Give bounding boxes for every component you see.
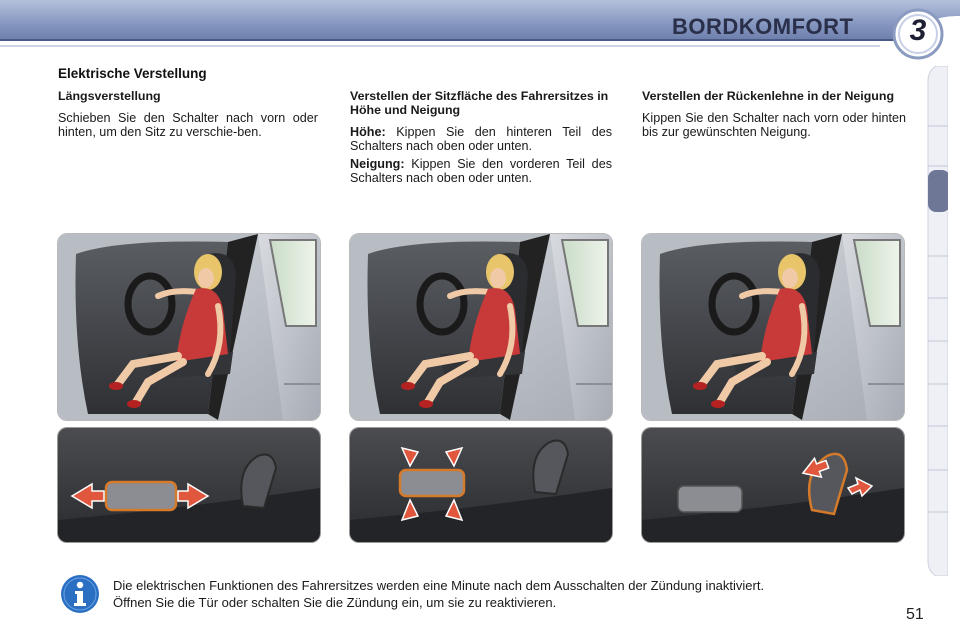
info-icon <box>60 574 100 614</box>
neigung-paragraph <box>350 157 612 185</box>
column-rueckenlehne <box>642 89 906 143</box>
column-sitzflaeche <box>350 89 612 189</box>
info-line-1: Die elektrischen Funktionen des Fahrersitzes werden eine Minute nach dem Ausschalten der Zündung inaktiviert. <box>113 578 765 593</box>
info-note <box>113 577 913 611</box>
neigung-text: Kippen Sie den vorderen Teil des Schalters nach oben oder unten. <box>350 157 612 185</box>
chapter-tabs <box>926 66 948 576</box>
column-heading: Verstellen der Rückenlehne in der Neigung <box>642 89 895 103</box>
photo-backrest-tilt <box>641 233 905 421</box>
switch-detail-slide <box>57 427 321 543</box>
column-heading: Längsverstellung <box>58 89 161 103</box>
hoehe-text: Kippen Sie den hinteren Teil des Schalters nach oben oder unten. <box>350 125 612 153</box>
switch-detail-height-tilt <box>349 427 613 543</box>
info-line-2: Öffnen Sie die Tür oder schalten Sie die Zündung ein, um sie zu reaktivieren. <box>113 595 557 610</box>
column-laengsverstellung <box>58 89 318 143</box>
hoehe-label: Höhe: <box>350 125 386 139</box>
column-body: Schieben Sie den Schalter nach vorn oder hinten, um den Sitz zu verschie-ben. <box>58 111 318 139</box>
chapter-number: 3 <box>909 14 927 47</box>
column-body: Kippen Sie den Schalter nach vorn oder hinten bis zur gewünschten Neigung. <box>642 111 906 139</box>
neigung-label: Neigung: <box>350 157 405 171</box>
section-title: Elektrische Verstellung <box>58 66 207 81</box>
switch-detail-backrest <box>641 427 905 543</box>
column-heading: Verstellen der Sitzfläche des Fahrersitzes in Höhe und Neigung <box>350 89 609 117</box>
photo-seat-slide <box>57 233 321 421</box>
hoehe-paragraph <box>350 125 612 153</box>
chapter-title: BORDKOMFORT <box>672 14 854 39</box>
photo-seat-height-tilt <box>349 233 613 421</box>
page-number: 51 <box>906 606 924 623</box>
